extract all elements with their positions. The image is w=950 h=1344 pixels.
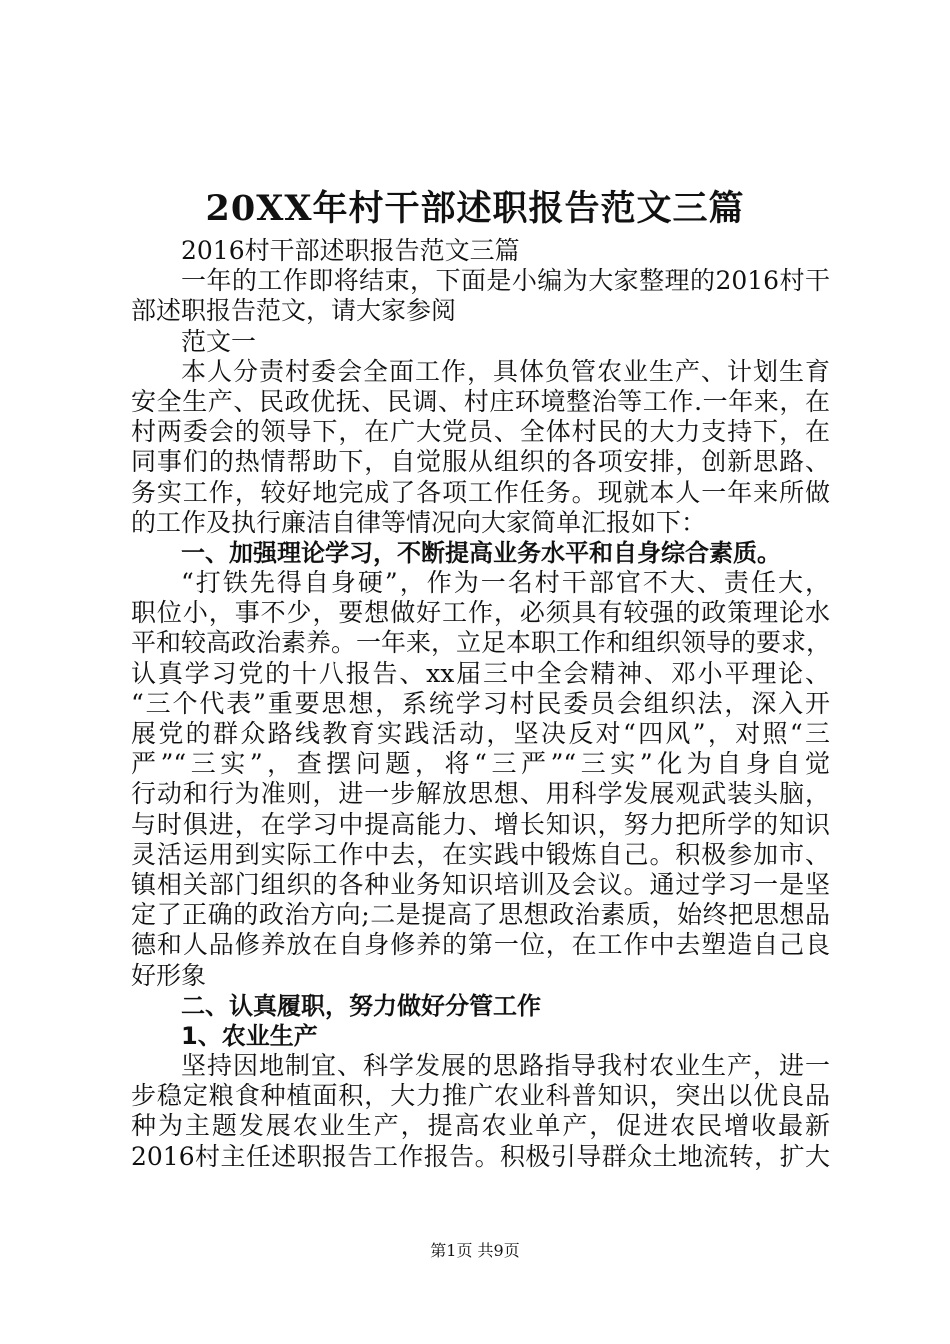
paragraph-line: 种为主题发展农业生产，提高农业单产，促进农民增收最新 — [131, 1111, 830, 1141]
paragraph-line: 部述职报告范文，请大家参阅 — [131, 296, 457, 326]
paragraph-line: 好形象 — [131, 960, 207, 990]
paragraph-line: 平和较高政治素养。一年来，立足本职工作和组织领导的要求， — [131, 628, 832, 658]
paragraph-line: 镇相关部门组织的各种业务知识培训及会议。通过学习一是坚 — [131, 869, 830, 899]
page-footer: 第1页 共9页 — [430, 1241, 520, 1260]
subtitle-line: 2016村干部述职报告范文三篇 — [181, 236, 520, 265]
paragraph-line: 职位小，事不少，要想做好工作，必须具有较强的政策理论水 — [131, 598, 830, 628]
section-label: 范文一 — [181, 326, 257, 356]
paragraph-line: 步稳定粮食种植面积，大力推广农业科普知识，突出以优良品 — [131, 1081, 830, 1111]
paragraph-line: 认真学习党的十八报告、xx届三中全会精神、邓小平理论、 — [131, 658, 830, 688]
paragraph-line: 德和人品修养放在自身修养的第一位，在工作中去塑造自己良 — [131, 930, 830, 960]
paragraph-line: 的工作及执行廉洁自律等情况向大家简单汇报如下： — [131, 507, 707, 537]
paragraph-line: 本人分责村委会全面工作，具体负管农业生产、计划生育 — [181, 356, 830, 386]
paragraph-line: 与时俱进，在学习中提高能力、增长知识，努力把所学的知识 — [131, 809, 830, 839]
paragraph-line: 一年的工作即将结束，下面是小编为大家整理的2016村干 — [181, 266, 830, 296]
paragraph-line: 安全生产、民政优抚、民调、村庄环境整治等工作.一年来，在 — [131, 386, 830, 416]
paragraph-line: 展党的群众路线教育实践活动，坚决反对“四风”，对照“三 — [131, 719, 830, 748]
paragraph-line: 行动和行为准则，进一步解放思想、用科学发展观武装头脑， — [131, 779, 830, 809]
paragraph-line: 同事们的热情帮助下，自觉服从组织的各项安排，创新思路、 — [131, 447, 830, 477]
document-body — [131, 236, 830, 1172]
document-title: 20XX年村干部述职报告范文三篇 — [205, 188, 745, 229]
paragraph-line: 坚持因地制宜、科学发展的思路指导我村农业生产，进一 — [181, 1051, 830, 1081]
subsection-heading: 1、农业生产 — [181, 1021, 318, 1050]
paragraph-line: 严”“三实”，查摆问题，将“三严”“三实”化为自身自觉 — [131, 749, 830, 779]
paragraph-line: 定了正确的政治方向;二是提高了思想政治素质，始终把思想品 — [131, 900, 830, 930]
paragraph-line: 村两委会的领导下，在广大党员、全体村民的大力支持下，在 — [131, 417, 830, 447]
section-heading: 二、认真履职，努力做好分管工作 — [181, 991, 541, 1020]
paragraph-line: 务实工作，较好地完成了各项工作任务。现就本人一年来所做 — [131, 477, 830, 507]
paragraph-line: “打铁先得自身硬”，作为一名村干部官不大、责任大， — [181, 568, 830, 598]
paragraph-line: 灵活运用到实际工作中去，在实践中锻炼自己。积极参加市、 — [131, 839, 830, 869]
paragraph-line: “三个代表”重要思想，系统学习村民委员会组织法，深入开 — [131, 688, 830, 718]
section-heading: 一、加强理论学习，不断提高业务水平和自身综合素质。 — [181, 538, 781, 567]
paragraph-line: 2016村主任述职报告工作报告。积极引导群众土地流转，扩大 — [131, 1141, 830, 1171]
